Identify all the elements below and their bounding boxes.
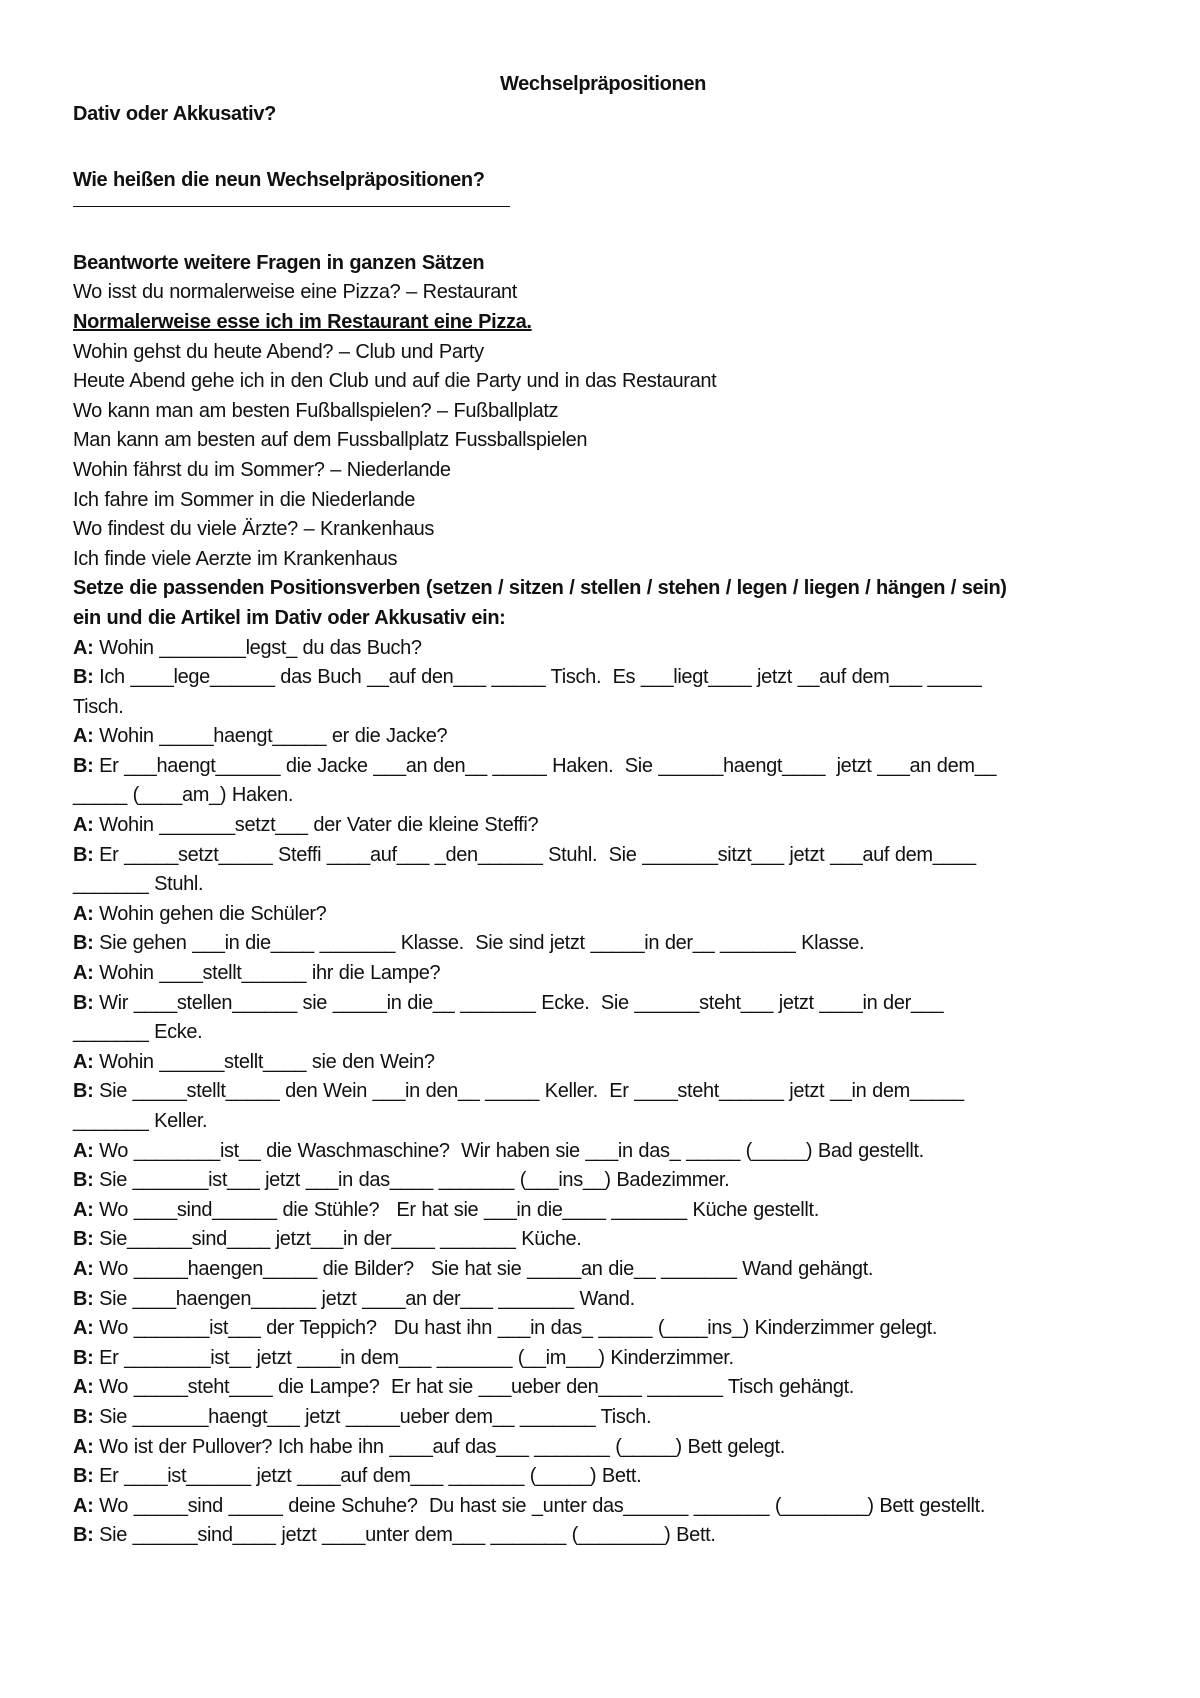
speaker-label: A: — [73, 1317, 94, 1340]
speaker-label: B: — [73, 1524, 94, 1547]
exercise-line — [73, 1521, 1133, 1551]
exercise-text: Wohin ____stellt______ ihr die Lampe? — [93, 962, 441, 985]
spacer — [73, 225, 1133, 249]
exercise-text: _____ (____am_) Haken. — [73, 784, 294, 807]
exercise-line — [73, 1462, 1133, 1492]
exercise-line — [73, 811, 1133, 841]
exercise-text: Er ____ist______ jetzt ____auf dem___ _______ (_____) Bett. — [93, 1465, 642, 1488]
speaker-label: A: — [73, 1198, 94, 1221]
speaker-label: B: — [73, 1405, 94, 1428]
speaker-label: A: — [73, 1494, 94, 1517]
speaker-label: A: — [73, 725, 94, 748]
speaker-label: B: — [73, 666, 94, 689]
exercise-line — [73, 752, 1133, 782]
speaker-label: A: — [73, 814, 94, 837]
prepositions-question: Wie heißen die neun Wechselpräpositionen? — [73, 169, 485, 192]
exercise-line — [73, 989, 1133, 1019]
exercise-line — [73, 870, 1133, 900]
exercise-line — [73, 1107, 1133, 1137]
speaker-label: B: — [73, 1346, 94, 1369]
exercise-line — [73, 929, 1133, 959]
answer-line — [73, 196, 510, 207]
exercise-line — [73, 1314, 1133, 1344]
section-heading-exercise-cont: ein und die Artikel im Dativ oder Akkusativ ein: — [73, 606, 506, 629]
exercise-text: Er ________ist__ jetzt ____in dem___ _______ (__im___) Kinderzimmer. — [93, 1346, 734, 1369]
exercise-text: Er _____setzt_____ Steffi ____auf___ _den______ Stuhl. Sie _______sitzt___ jetzt ___auf dem____ — [93, 843, 976, 866]
spacer — [73, 129, 1133, 166]
exercise-text: Sie gehen ___in die____ _______ Klasse. Sie sind jetzt _____in der__ _______ Klasse. — [93, 932, 865, 955]
sentence-line: Wohin fährst du im Sommer? – Niederlande — [73, 458, 451, 481]
speaker-label: B: — [73, 1228, 94, 1251]
exercise-line — [73, 1018, 1133, 1048]
exercise-line — [73, 634, 1133, 664]
exercise-line — [73, 663, 1133, 693]
exercise-line — [73, 900, 1133, 930]
speaker-label: A: — [73, 1139, 94, 1162]
exercise-line — [73, 1077, 1133, 1107]
sentence-line: Heute Abend gehe ich in den Club und auf die Party und in das Restaurant — [73, 370, 717, 393]
exercise-text: Er ___haengt______ die Jacke ___an den__ _____ Haken. Sie ______haengt____ jetzt ___an dem__ — [93, 754, 997, 777]
exercise-line — [73, 1433, 1133, 1463]
speaker-label: A: — [73, 1257, 94, 1280]
sentence-line: Ich fahre im Sommer in die Niederlande — [73, 488, 416, 511]
speaker-label: A: — [73, 636, 94, 659]
exercise-line — [73, 1403, 1133, 1433]
exercise-text: Wo _____steht____ die Lampe? Er hat sie ___ueber den____ _______ Tisch gehängt. — [93, 1376, 855, 1399]
speaker-label: A: — [73, 1435, 94, 1458]
exercise-line — [73, 959, 1133, 989]
exercise-text: Wohin _______setzt___ der Vater die kleine Steffi? — [93, 814, 539, 837]
speaker-label: B: — [73, 1465, 94, 1488]
exercise-line — [73, 1196, 1133, 1226]
exercise-text: Tisch. — [73, 695, 124, 718]
exercise-text: Wir ____stellen______ sie _____in die__ _______ Ecke. Sie ______steht___ jetzt ____in der___ — [93, 991, 944, 1014]
exercise-line — [73, 1492, 1133, 1522]
exercise-text: Wo ist der Pullover? Ich habe ihn ____auf das___ _______ (_____) Bett gelegt. — [93, 1435, 785, 1458]
worksheet-page — [73, 68, 1133, 1551]
exercise-line — [73, 1048, 1133, 1078]
exercise-line — [73, 781, 1133, 811]
exercise-line — [73, 1373, 1133, 1403]
exercise-text: Sie _______ist___ jetzt ___in das____ _______ (___ins__) Badezimmer. — [93, 1169, 730, 1192]
exercise-text: Wo _______ist___ der Teppich? Du hast ihn ___in das_ _____ (____ins_) Kinderzimmer gelegt. — [93, 1317, 938, 1340]
speaker-label: B: — [73, 1080, 94, 1103]
speaker-label: A: — [73, 962, 94, 985]
speaker-label: B: — [73, 1287, 94, 1310]
exercise-text: _______ Keller. — [73, 1110, 208, 1132]
sentence-line: Wo findest du viele Ärzte? – Krankenhaus — [73, 518, 435, 541]
speaker-label: A: — [73, 1050, 94, 1073]
exercise-line — [73, 1285, 1133, 1315]
exercise-text: Wohin ________legst_ du das Buch? — [93, 636, 422, 659]
sentence-line: Ich finde viele Aerzte im Krankenhaus — [73, 547, 398, 570]
speaker-label: B: — [73, 932, 94, 955]
sentence-line: Wo isst du normalerweise eine Pizza? – Restaurant — [73, 281, 517, 304]
exercise-lines — [73, 634, 1133, 1551]
example-answer-line: Normalerweise esse ich im Restaurant eine Pizza. — [73, 310, 532, 333]
exercise-text: Wo ________ist__ die Waschmaschine? Wir haben sie ___in das_ _____ (_____) Bad gestellt. — [93, 1139, 924, 1162]
exercise-text: Sie ____haengen______ jetzt ____an der___ _______ Wand. — [93, 1287, 635, 1310]
exercise-text: Wo ____sind______ die Stühle? Er hat sie ___in die____ _______ Küche gestellt. — [93, 1198, 819, 1221]
speaker-label: A: — [73, 902, 94, 925]
exercise-text: Wohin ______stellt____ sie den Wein? — [93, 1050, 435, 1073]
exercise-text: Wo _____sind _____ deine Schuhe? Du hast sie _unter das______ _______ (________) Bett gestellt. — [93, 1494, 986, 1517]
exercise-line — [73, 1344, 1133, 1374]
exercise-text: _______ Ecke. — [73, 1021, 203, 1044]
speaker-label: A: — [73, 1376, 94, 1399]
exercise-line — [73, 1166, 1133, 1196]
exercise-text: Sie _______haengt___ jetzt _____ueber dem__ _______ Tisch. — [93, 1405, 652, 1428]
exercise-text: Sie ______sind____ jetzt ____unter dem___ _______ (________) Bett. — [93, 1524, 716, 1547]
section-heading-sentences: Beantworte weitere Fragen in ganzen Sätzen — [73, 251, 485, 274]
exercise-line — [73, 1137, 1133, 1167]
exercise-text: Sie______sind____ jetzt___in der____ _______ Küche. — [93, 1228, 582, 1251]
section-heading-exercise: Setze die passenden Positionsverben (setzen / sitzen / stellen / stehen / legen / liegen / hängen / sein) — [73, 577, 1007, 600]
sentence-line: Wohin gehst du heute Abend? – Club und Party — [73, 340, 484, 363]
exercise-text: Ich ____lege______ das Buch __auf den___ _____ Tisch. Es ___liegt____ jetzt __auf dem___ _____ — [93, 666, 982, 689]
exercise-text: Wo _____haengen_____ die Bilder? Sie hat sie _____an die__ _______ Wand gehängt. — [93, 1257, 874, 1280]
sentence-line: Wo kann man am besten Fußballspielen? – Fußballplatz — [73, 399, 559, 422]
exercise-text: Wohin gehen die Schüler? — [93, 902, 327, 925]
speaker-label: B: — [73, 754, 94, 777]
sentence-line: Man kann am besten auf dem Fussballplatz Fussballspielen — [73, 429, 588, 452]
exercise-line — [73, 722, 1133, 752]
exercise-text: _______ Stuhl. — [73, 873, 204, 896]
exercise-line — [73, 693, 1133, 723]
exercise-line — [73, 841, 1133, 871]
exercise-text: Wohin _____haengt_____ er die Jacke? — [93, 725, 448, 748]
exercise-line — [73, 1225, 1133, 1255]
speaker-label: B: — [73, 1169, 94, 1192]
page-subtitle: Dativ oder Akkusativ? — [73, 102, 276, 125]
speaker-label: B: — [73, 843, 94, 866]
page-title: Wechselpräpositionen — [499, 73, 706, 95]
speaker-label: B: — [73, 991, 94, 1014]
exercise-line — [73, 1255, 1133, 1285]
exercise-text: Sie _____stellt_____ den Wein ___in den__ _____ Keller. Er ____steht______ jetzt __in dem_____ — [93, 1080, 964, 1103]
